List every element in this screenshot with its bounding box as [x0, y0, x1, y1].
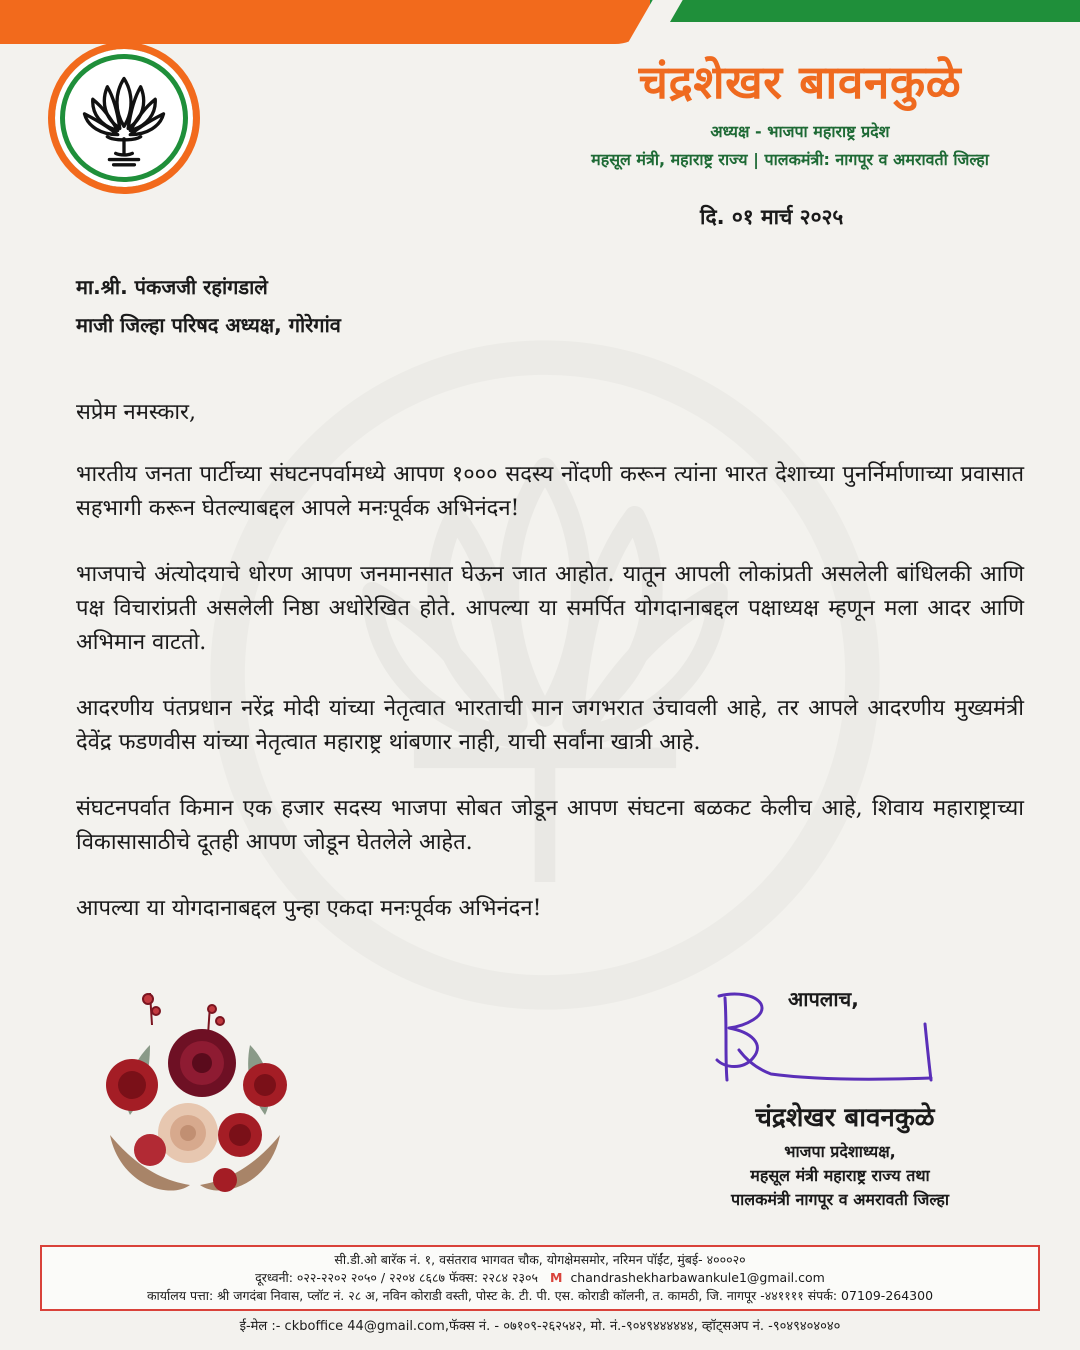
header-party-post: अध्यक्ष - भाजपा महाराष्ट्र प्रदेश	[710, 122, 890, 141]
addressee-name: मा.श्री. पंकजजी रहांगडाले	[76, 275, 268, 299]
body-paragraph-3: आदरणीय पंतप्रधान नरेंद्र मोदी यांच्या नेतृत्वात भारताची मान जगभरात उंचावली आहे, तर आपले आदरणीय मुख्यमंत्री देवेंद्र फडणवीस यांच्या नेतृत्वात महाराष्ट्र थांबणार नाही, याची सर्वांना खात्री आहे.	[76, 696, 1024, 755]
footer-mumbai-address: सी.डी.ओ बारॅक नं. १, वसंतराव भागवत चौक, योगक्षेमसमोर, नरिमन पॉईंट, मुंबई- ४०००२०	[334, 1252, 746, 1267]
signatory-title-2: महसूल मंत्री महाराष्ट्र राज्य तथा	[750, 1166, 930, 1185]
header-saffron-band	[0, 0, 655, 44]
body-paragraph-2: भाजपाचे अंत्योदयाचे धोरण आपण जनमानसात घेऊन जात आहोत. यातून आपली लोकांप्रती असलेली बांधिलकी आणि पक्ष विचारांप्रती असलेली निष्ठा अधोरेखित होते. आपल्या या समर्पित योगदानाबद्दल पक्षाध्यक्ष म्हणून मला आदर आणि अभिमान वाटतो.	[76, 562, 1024, 655]
header-green-band	[650, 0, 1080, 22]
addressee-block	[76, 268, 341, 344]
footer-phone-fax: दूरध्वनी: ०२२-२२०२ २०५० / २२०४ ८६८७ फॅक्स: २२८४ २३०५	[255, 1270, 539, 1285]
rose-bouquet-icon	[90, 985, 300, 1210]
footer-office-address: कार्यालय पत्ता: श्री जगदंबा निवास, प्लॉट नं. २८ अ, नविन कोराडी वस्ती, पोस्ट के. टी. पी. एस. कोराडी कॉलनी, त. कामठी, जि. नागपूर -४४११११ संपर्क: 07109-264300	[146, 1288, 934, 1303]
signatory-titles	[660, 1140, 1020, 1212]
closing-text: आपलाच,	[788, 987, 859, 1011]
signatory-title-3: पालकमंत्री नागपूर व अमरावती जिल्हा	[731, 1190, 949, 1209]
addressee-designation: माजी जिल्हा परिषद अध्यक्ष, गोरेगांव	[76, 313, 341, 337]
signatory-title-1: भाजपा प्रदेशाध्यक्ष,	[784, 1142, 896, 1161]
bjp-logo	[48, 42, 200, 194]
footer-contact-line	[42, 1269, 1038, 1287]
letter-date: दि. ०१ मार्च २०२५	[700, 205, 844, 229]
salutation: सप्रेम नमस्कार,	[76, 400, 197, 425]
header-ministerial-roles: महसूल मंत्री, महाराष्ट्र राज्य | पालकमंत्री: नागपूर व अमरावती जिल्हा	[591, 150, 989, 169]
body-paragraph-4: संघटनपर्वात किमान एक हजार सदस्य भाजपा सोबत जोडून आपण संघटना बळकट केलीच आहे, शिवाय महाराष्ट्राच्या विकासासाठीचे दूतही आपण जोडून घेतलेले आहेत.	[76, 796, 1024, 855]
footer-email-fax-mobile: ई-मेल :- ckboffice 44@gmail.com,फॅक्स नं. - ०७१०९-२६२५४२, मो. नं.-९०४९४४४४४४, व्हॉट्सअप नं. -९०४९४०४०४०	[239, 1319, 841, 1334]
body-paragraph-1: भारतीय जनता पार्टीच्या संघटनपर्वामध्ये आपण १००० सदस्य नोंदणी करून त्यांना भारत देशाच्या पुनर्निर्माणाच्या प्रवासात सहभागी करून घेतल्याबद्दल आपले मनःपूर्वक अभिनंदन!	[76, 462, 1024, 521]
header-leader-name: चंद्रशेखर बावनकुळे	[638, 55, 962, 109]
signatory-name: चंद्रशेखर बावनकुळे	[755, 1103, 935, 1133]
footer-address-box	[40, 1245, 1040, 1311]
letter-body	[76, 458, 1024, 926]
footer-email[interactable]: chandrashekharbawankule1@gmail.com	[570, 1270, 825, 1285]
lotus-icon	[72, 66, 176, 170]
body-paragraph-5: आपल्या या योगदानाबद्दल पुन्हा एकदा मनःपूर्वक अभिनंदन!	[76, 896, 542, 921]
gmail-icon: M	[550, 1270, 563, 1285]
